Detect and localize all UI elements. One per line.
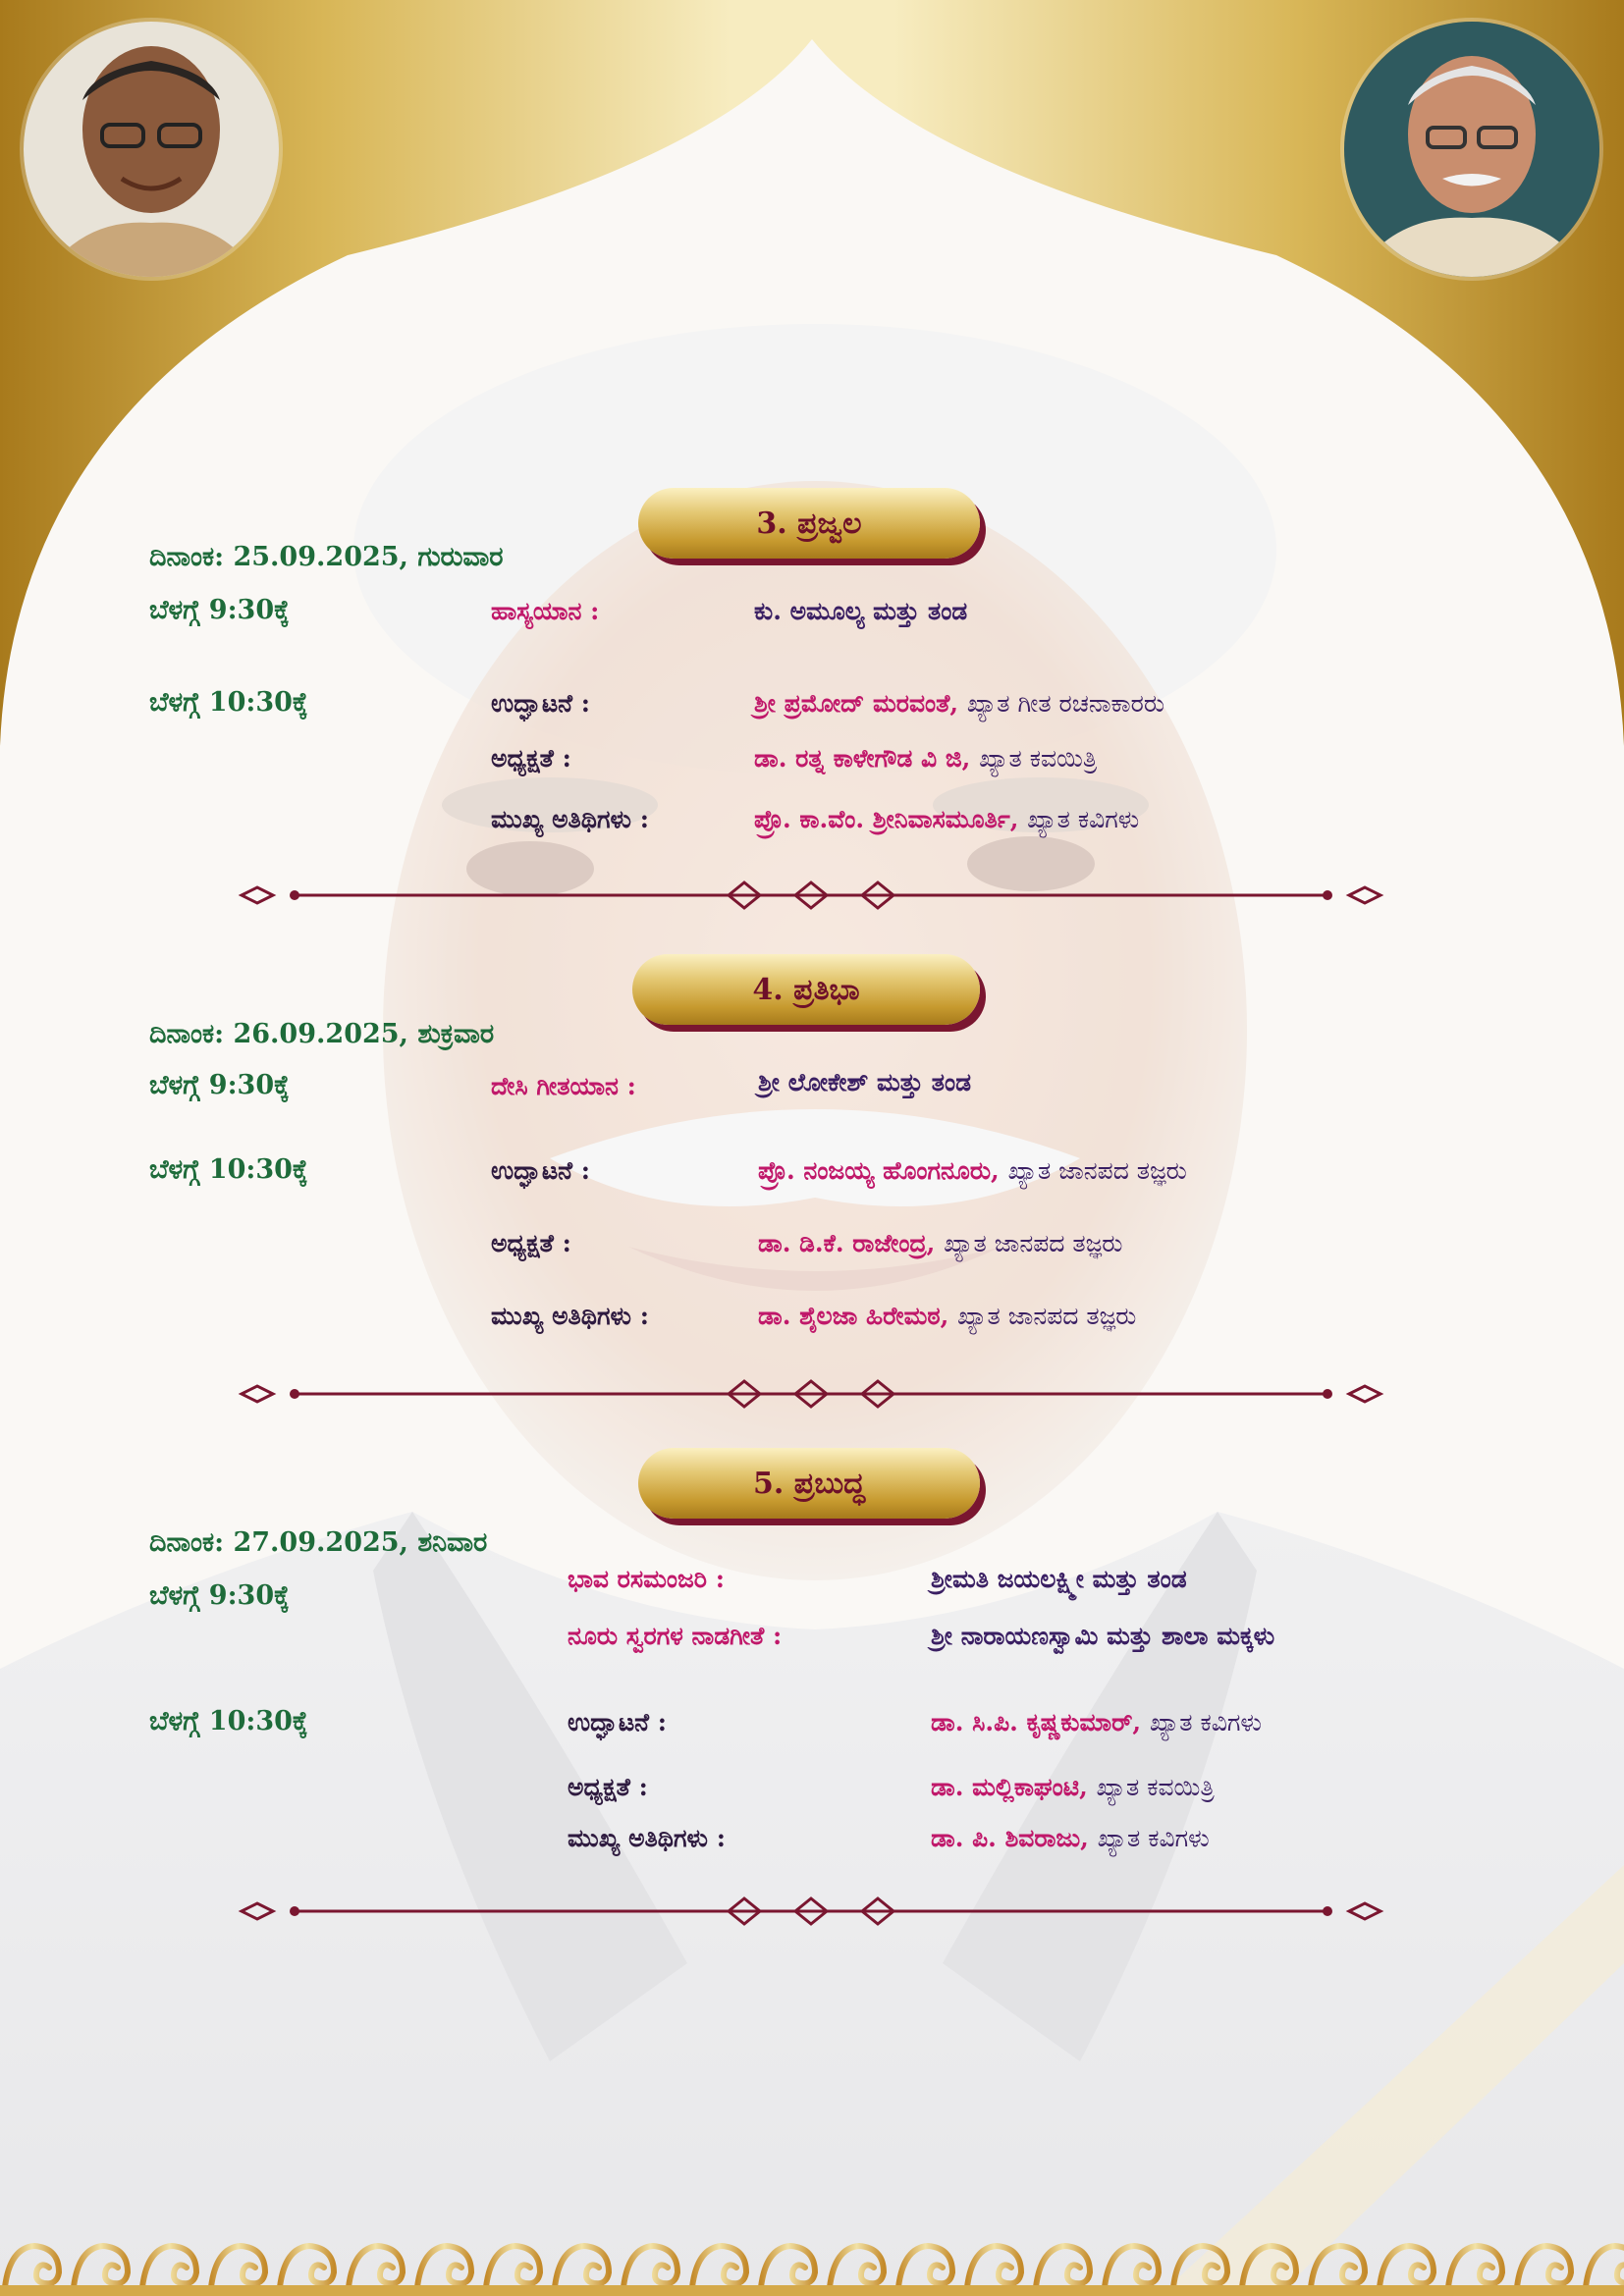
role-label-inauguration: ಉದ್ಘಾಟನೆ : bbox=[491, 689, 590, 718]
person-designation: ಖ್ಯಾತ ಕವಿಗಳು bbox=[1027, 805, 1140, 833]
event-time: ಬೆಳಗ್ಗೆ 9:30ಕ್ಕೆ bbox=[149, 1070, 290, 1100]
program-performer: ಕು. ಅಮೂಲ್ಯ ಮತ್ತು ತಂಡ bbox=[754, 597, 968, 625]
role-label-guests: ಮುಖ್ಯ ಅತಿಥಿಗಳು : bbox=[491, 805, 649, 833]
ornamental-divider bbox=[236, 881, 1386, 910]
person-designation: ಖ್ಯಾತ ಕವಿಗಳು bbox=[1097, 1824, 1210, 1852]
person-designation: ಖ್ಯಾತ ಕವಯಿತ್ರಿ bbox=[979, 744, 1098, 773]
role-label-guests: ಮುಖ್ಯ ಅತಿಥಿಗಳು : bbox=[568, 1824, 726, 1852]
role-label-guests: ಮುಖ್ಯ ಅತಿಥಿಗಳು : bbox=[491, 1302, 649, 1330]
person-name: ಶ್ರೀ ಪ್ರಮೋದ್ ಮರವಂತೆ, bbox=[754, 689, 959, 718]
portrait-photo-left bbox=[24, 22, 279, 277]
program-performer: ಶ್ರೀ ಲೋಕೇಶ್ ಮತ್ತು ತಂಡ bbox=[758, 1068, 972, 1096]
section-banner bbox=[638, 488, 980, 559]
program-label: ನೂರು ಸ್ವರಗಳ ನಾಡಗೀತೆ : bbox=[568, 1622, 783, 1650]
section-title: 4. ಪ್ರತಿಭಾ bbox=[752, 972, 860, 1007]
inauguration-person bbox=[758, 1156, 1187, 1186]
person-name: ಪ್ರೊ. ನಂಜಯ್ಯ ಹೊಂಗನೂರು, bbox=[758, 1156, 1000, 1185]
person-designation: ಖ್ಯಾತ ಜಾನಪದ ತಜ್ಞರು bbox=[957, 1302, 1137, 1330]
inauguration-person bbox=[754, 689, 1164, 719]
person-designation: ಖ್ಯಾತ ಕವಿಗಳು bbox=[1149, 1708, 1262, 1736]
person-designation: ಖ್ಯಾತ ಜಾನಪದ ತಜ್ಞರು bbox=[944, 1229, 1123, 1257]
presidency-person bbox=[754, 744, 1097, 774]
program-performer: ಶ್ರೀ ನಾರಾಯಣಸ್ವಾಮಿ ಮತ್ತು ಶಾಲಾ ಮಕ್ಕಳು bbox=[931, 1622, 1275, 1650]
section-banner bbox=[638, 1448, 980, 1519]
event-time: ಬೆಳಗ್ಗೆ 10:30ಕ್ಕೆ bbox=[149, 687, 308, 718]
section-title: 5. ಪ್ರಬುದ್ಧ bbox=[753, 1466, 865, 1501]
presidency-person bbox=[758, 1229, 1122, 1258]
section-title: 3. ಪ್ರಜ್ವಲ bbox=[756, 506, 862, 541]
ornamental-divider bbox=[236, 1379, 1386, 1409]
guests-person bbox=[754, 805, 1139, 834]
portrait-photo-right bbox=[1344, 22, 1599, 277]
guests-person bbox=[758, 1302, 1136, 1331]
event-time: ಬೆಳಗ್ಗೆ 10:30ಕ್ಕೆ bbox=[149, 1154, 308, 1185]
person-name: ಡಾ. ಮಲ್ಲಿಕಾಘಂಟಿ, bbox=[931, 1773, 1088, 1801]
decorative-bottom-border bbox=[0, 2228, 1624, 2296]
person-name: ಡಾ. ಡಿ.ಕೆ. ರಾಜೇಂದ್ರ, bbox=[758, 1229, 936, 1257]
section-banner bbox=[632, 954, 980, 1025]
person-designation: ಖ್ಯಾತ ಗೀತ ರಚನಾಕಾರರು bbox=[966, 689, 1165, 718]
event-date: ದಿನಾಂಕ: 26.09.2025, ಶುಕ್ರವಾರ bbox=[149, 1019, 495, 1049]
event-time: ಬೆಳಗ್ಗೆ 10:30ಕ್ಕೆ bbox=[149, 1706, 308, 1736]
presidency-person bbox=[931, 1773, 1215, 1802]
person-name: ಡಾ. ಪಿ. ಶಿವರಾಜು, bbox=[931, 1824, 1089, 1852]
program-performer: ಶ್ರೀಮತಿ ಜಯಲಕ್ಷ್ಮೀ ಮತ್ತು ತಂಡ bbox=[931, 1565, 1187, 1593]
person-designation: ಖ್ಯಾತ ಜಾನಪದ ತಜ್ಞರು bbox=[1007, 1156, 1187, 1185]
person-name: ಡಾ. ಸಿ.ಪಿ. ಕೃಷ್ಣಕುಮಾರ್, bbox=[931, 1708, 1142, 1736]
person-name: ಡಾ. ರತ್ನ ಕಾಳೇಗೌಡ ವಿ ಜಿ, bbox=[754, 744, 971, 773]
person-name: ಡಾ. ಶೈಲಜಾ ಹಿರೇಮಠ, bbox=[758, 1302, 949, 1330]
program-label: ದೇಸಿ ಗೀತಯಾನ : bbox=[491, 1072, 636, 1100]
person-designation: ಖ್ಯಾತ ಕವಯಿತ್ರಿ bbox=[1096, 1773, 1215, 1801]
role-label-presidency: ಅಧ್ಯಕ್ಷತೆ : bbox=[568, 1773, 648, 1801]
role-label-presidency: ಅಧ್ಯಕ್ಷತೆ : bbox=[491, 744, 571, 773]
program-label: ಭಾವ ರಸಮಂಜರಿ : bbox=[568, 1565, 725, 1593]
ornamental-divider bbox=[236, 1896, 1386, 1926]
event-time: ಬೆಳಗ್ಗೆ 9:30ಕ್ಕೆ bbox=[149, 595, 290, 625]
person-name: ಪ್ರೊ. ಕಾ.ವೆಂ. ಶ್ರೀನಿವಾಸಮೂರ್ತಿ, bbox=[754, 805, 1019, 833]
role-label-inauguration: ಉದ್ಘಾಟನೆ : bbox=[568, 1708, 667, 1736]
inauguration-person bbox=[931, 1708, 1262, 1737]
guests-person bbox=[931, 1824, 1210, 1853]
program-label: ಹಾಸ್ಯಯಾನ : bbox=[491, 597, 600, 625]
event-time: ಬೆಳಗ್ಗೆ 9:30ಕ್ಕೆ bbox=[149, 1580, 290, 1611]
role-label-presidency: ಅಧ್ಯಕ್ಷತೆ : bbox=[491, 1229, 571, 1257]
event-date: ದಿನಾಂಕ: 25.09.2025, ಗುರುವಾರ bbox=[149, 542, 504, 572]
event-date: ದಿನಾಂಕ: 27.09.2025, ಶನಿವಾರ bbox=[149, 1527, 488, 1558]
role-label-inauguration: ಉದ್ಘಾಟನೆ : bbox=[491, 1156, 590, 1185]
